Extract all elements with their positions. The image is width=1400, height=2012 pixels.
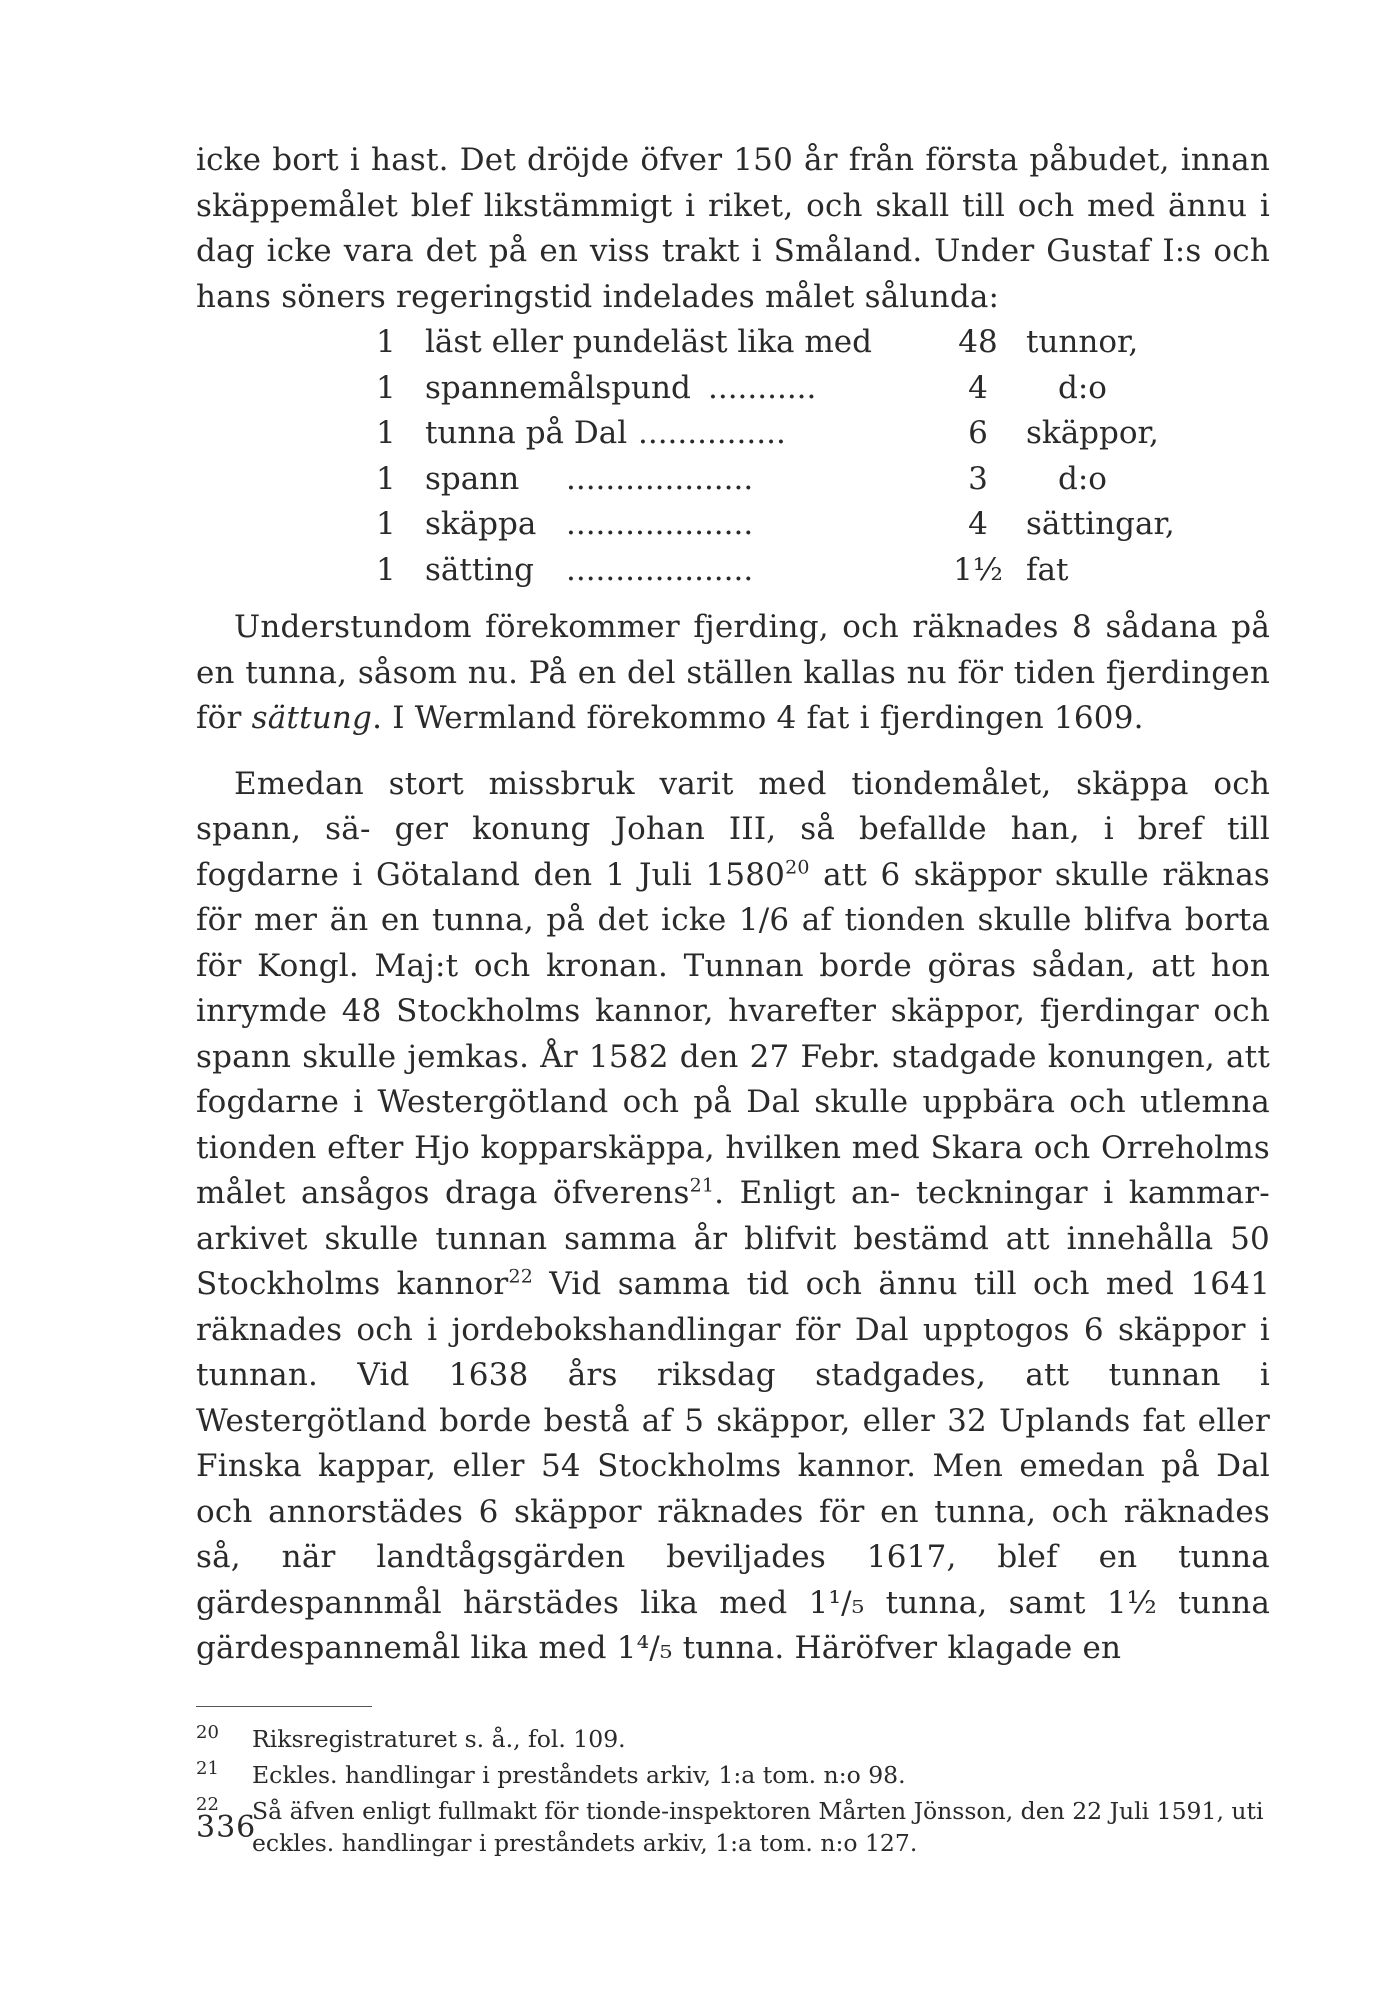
measure-quantity: 1 <box>376 506 396 542</box>
page-body <box>196 138 1270 1863</box>
footnote-text: Eckles. handlingar i preståndets arkiv, 1:a tom. n:o 98. <box>252 1760 906 1789</box>
text-line: af tionden skulle blifva borta för Kongl. Maj:t och <box>196 902 1270 984</box>
paragraph-fjerding <box>196 605 1270 742</box>
measure-quantity: 1 <box>376 324 396 360</box>
footnote-text: Så äfven enligt fullmakt för tionde-inspektoren Mårten Jönsson, den 22 Juli 1591, uti eckles. handlingar i preståndets arkiv, 1:a tom. n:o 127. <box>252 1796 1264 1857</box>
text-line: Understundom förekommer fjerding, och räknades 8 sådana på en <box>196 609 1270 691</box>
measure-value: 6 <box>968 415 988 451</box>
footnote-number: 20 <box>196 1721 219 1743</box>
italic-word: sättung <box>251 700 373 736</box>
text-line: 1617, blef en tunna gärdespannmål härstädes lika med <box>196 1539 1270 1621</box>
text-line: Dal skulle uppbära och utlemna tionden efter Hjo kopparskäppa, hvilken <box>196 1084 1270 1166</box>
fraction: 1½ <box>1106 1584 1158 1621</box>
fraction: 1¹/₅ <box>808 1584 865 1621</box>
measure-unit: läst eller pundeläst lika med <box>425 324 872 360</box>
dot-leader: ................... <box>566 506 754 542</box>
footnote-number: 21 <box>196 1757 219 1779</box>
footnote-text: Riksregistraturet s. å., fol. 109. <box>252 1724 626 1753</box>
measure-quantity: 1 <box>376 551 396 588</box>
text-line: skäppemålet blef likstämmigt i riket, och skall till och med ännu i dag <box>196 187 1270 269</box>
text-line: kannor, hvarefter skäppor, fjerdingar och spann skulle jemkas. År 1582 <box>196 993 1270 1075</box>
text-line: icke bort i hast. Det dröjde öfver 150 år från första påbudet, innan <box>196 142 1270 178</box>
dot-leader: ................... <box>566 460 754 497</box>
text-line: 1641 räknades och i jordebokshandlingar för Dal upptogos 6 skäppor <box>196 1266 1270 1348</box>
text-line: . I Wermland förekommo 4 fat i fjerdingen 1609. <box>372 700 1144 736</box>
footnotes <box>196 1706 1270 1859</box>
measure-name: d:o <box>1058 369 1107 406</box>
footnote-ref: 22 <box>508 1265 534 1288</box>
text-line: borde bestå af 5 skäppor, eller 32 Uplands fat eller Finska kappar, eller <box>196 1402 1270 1484</box>
measure-row <box>196 502 1270 548</box>
text-line: med Skara och Orreholms målet ansågos draga öfverens <box>196 1129 1270 1211</box>
page-number: 336 <box>196 1810 257 1845</box>
dot-leader: ........... <box>708 369 817 406</box>
footnote-number: 22 <box>196 1793 219 1815</box>
text-line: räknades för en tunna, och räknades så, när landtågsgärden beviljades <box>196 1493 1270 1575</box>
measure-table <box>196 320 1270 593</box>
text-line: 54 Stockholms kannor. Men emedan på Dal och annorstädes 6 skäppor <box>196 1448 1270 1530</box>
text-line: kronan. Tunnan borde göras sådan, att hon inrymde 48 Stockholms <box>196 947 1270 1029</box>
measure-unit: sätting <box>425 551 535 588</box>
measure-name: tunnor, <box>1026 324 1139 360</box>
measure-quantity: 1 <box>376 460 396 497</box>
text-line: Vid samma tid och ännu till och med <box>533 1266 1175 1302</box>
measure-unit: tunna på Dal <box>425 415 628 451</box>
measure-row <box>196 548 1270 594</box>
measure-row <box>196 366 1270 412</box>
text-line: Emedan stort missbruk varit med tiondemålet, skäppa och spann, sä- <box>196 765 1270 847</box>
measure-name: skäppor, <box>1026 415 1159 451</box>
text-line: tunna. Häröfver klagade en <box>672 1630 1122 1666</box>
footnote-ref: 20 <box>785 856 810 879</box>
text-line: den 27 Febr. stadgade konungen, att fogdarne i Westergötland och på <box>196 1038 1270 1120</box>
measure-row <box>196 457 1270 503</box>
measure-name: sättingar, <box>1026 506 1175 542</box>
text-line: ger konung Johan III, så befallde han, i bref till fogdarne i Götaland <box>196 811 1270 893</box>
measure-row <box>196 411 1270 457</box>
text-line: . Enligt an- <box>714 1175 901 1211</box>
text-line: icke vara det på en viss trakt i Småland. Under Gustaf I:s och hans <box>196 233 1270 315</box>
measure-unit: spann <box>425 460 520 497</box>
footnote-divider <box>196 1706 372 1707</box>
text-line: tunna, samt <box>864 1584 1086 1621</box>
text-line: i tunnan. Vid 1638 års riksdag stadgades, att tunnan i Westergötland <box>196 1311 1271 1439</box>
measure-unit: spannemålspund <box>425 369 691 406</box>
measure-unit: skäppa <box>425 506 537 542</box>
fraction: 1⁴/₅ <box>616 1630 673 1666</box>
measure-value: 4 <box>968 369 988 406</box>
text-line: på det icke <box>546 902 739 938</box>
footnote <box>196 1759 1270 1791</box>
measure-name: d:o <box>1058 460 1107 497</box>
dot-leader: ................... <box>566 551 754 588</box>
footnote <box>196 1723 1270 1755</box>
measure-name: fat <box>1026 551 1069 588</box>
intro-paragraph <box>196 138 1270 320</box>
text-line: tunna gärdespannemål lika med <box>196 1584 1271 1666</box>
measure-quantity: 1 <box>376 369 396 406</box>
measure-value: 3 <box>968 460 988 497</box>
footnote-ref: 21 <box>689 1174 715 1197</box>
paragraph-johan <box>196 762 1270 1672</box>
measure-quantity: 1 <box>376 415 396 451</box>
measure-value: 1½ <box>953 551 1003 588</box>
measure-value: 48 <box>958 324 998 360</box>
text-line: innehålla 50 Stockholms kannor <box>196 1220 1270 1302</box>
fraction: 1/6 <box>738 902 790 938</box>
text-line: att 6 skäppor skulle räknas för mer än en tunna, <box>196 856 1270 938</box>
measure-row <box>196 320 1270 366</box>
text-line: den 1 Juli 1580 <box>533 856 786 893</box>
text-line: teckningar i kammar-arkivet skulle tunnan samma år blifvit bestämd att <box>196 1175 1270 1257</box>
footnote <box>196 1795 1270 1859</box>
text-line: söners regeringstid indelades målet sålunda: <box>281 278 1000 315</box>
measure-value: 4 <box>968 506 988 542</box>
dot-leader: ............... <box>638 415 786 451</box>
text-line: tunna, såsom nu. På en del ställen kallas nu för tiden fjerdingen för <box>196 654 1270 736</box>
